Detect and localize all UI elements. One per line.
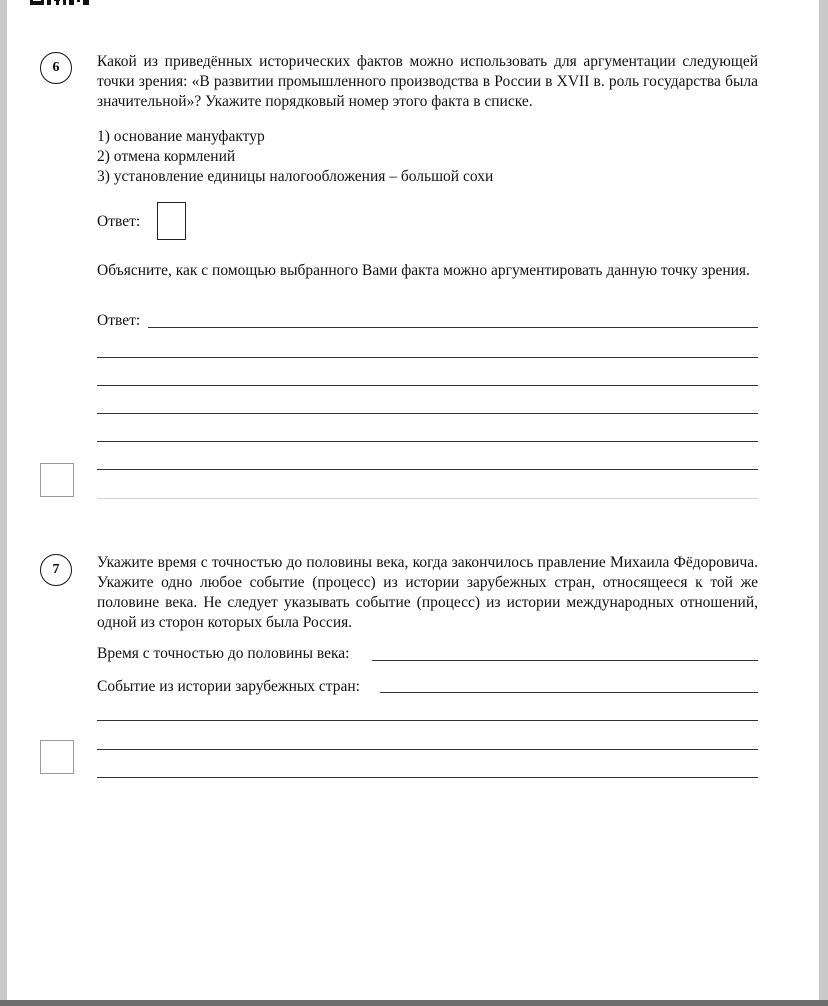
task-7-number: 7	[40, 554, 72, 586]
task-6-option-3: 3) установление единицы налогообложения – большой сохи	[97, 168, 494, 185]
task-6-answer-label: Ответ:	[97, 213, 141, 230]
task-6-question: Какой из приведённых исторических фактов можно использовать для аргументации следующей точки зрения: «В развитии промышленного производства в России в XVII в. роль государства была значительной»? Укажите порядковый номер этого факта в списке.	[97, 53, 758, 110]
answer-line[interactable]	[97, 469, 758, 470]
task-6-option-1: 1) основание мануфактур	[97, 128, 265, 145]
task-6-number: 6	[40, 52, 72, 84]
answer-line[interactable]	[97, 749, 758, 750]
task-6-explain-prompt: Объясните, как с помощью выбранного Вами факта можно аргументировать данную точку зрения.	[97, 262, 750, 279]
answer-line[interactable]	[97, 441, 758, 442]
answer-line[interactable]	[97, 357, 758, 358]
answer-line[interactable]	[148, 327, 758, 328]
answer-line[interactable]	[97, 720, 758, 721]
right-page-edge	[819, 0, 828, 1006]
task-6-explain-answer-label: Ответ:	[97, 312, 141, 329]
time-answer-line[interactable]	[372, 660, 758, 661]
task-6-option-2: 2) отмена кормлений	[97, 148, 236, 165]
task-6-score-box[interactable]	[40, 463, 74, 497]
task-7-question: Укажите время с точностью до половины века, когда закончилось правление Михаила Фёдоровича. Укажите одно любое событие (процесс) из истории зарубежных стран, относящееся к той же половине века. Не следует указывать событие (процесс) из истории международных отношений, одной из сторон которых была Россия.	[97, 554, 758, 631]
task-7-event-label: Событие из истории зарубежных стран:	[97, 678, 360, 695]
answer-line[interactable]	[97, 385, 758, 386]
task-7-time-label: Время с точностью до половины века:	[97, 645, 350, 662]
task-6-answer-box[interactable]	[157, 202, 186, 240]
left-page-edge	[0, 0, 7, 1006]
qr-code-fragment-icon	[30, 0, 92, 6]
answer-line[interactable]	[97, 413, 758, 414]
task-7-score-box[interactable]	[40, 740, 74, 774]
event-answer-line[interactable]	[380, 692, 758, 693]
section-divider	[97, 498, 758, 499]
bottom-page-edge	[0, 1000, 828, 1006]
answer-line[interactable]	[97, 777, 758, 778]
